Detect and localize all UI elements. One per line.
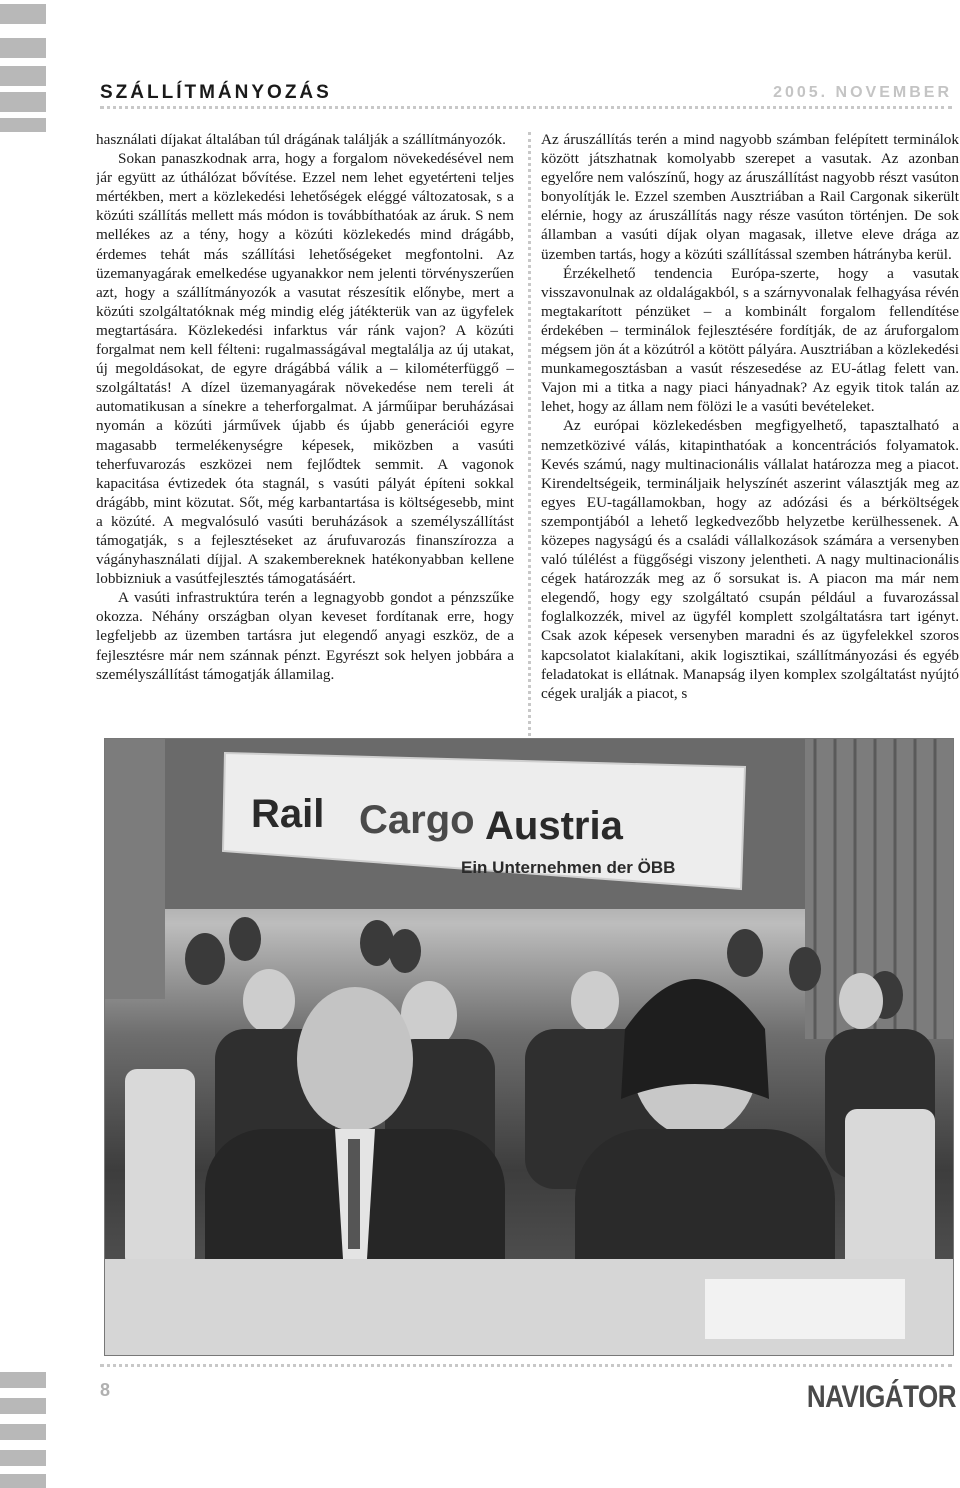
section-title: SZÁLLÍTMÁNYOZÁS bbox=[100, 82, 332, 103]
paragraph: Az európai közlekedésben megfigyelhető, tapasztalható a nemzetközivé válás, kitapinthatóak a koncentrációs folyamatok. Kevés számú, nagy multinacionális vállalat határozza meg a piacot. Kirendeltségeik, termináljaik helyszínét aszerint választják meg az egyes EU-tagállamokban, hogy az adózási és a bérköltségek szempontjából a lehető legkedvezőbb helyzetbe kerülhessenek. A közepes nagyságú és a családi vállalkozások számára a versenyben való túlélést a függőségi viszony jelentheti. A nagy multinacionális cégek határozzák meg az ő sorsukat is. A piacon ma már nem elegendő, hogy egy szolgáltató csupán például a fuvarozással foglalkozzék, mivel az ügyfél komplett szolgáltatásra tart igényt. Csak azok képesek versenyben maradni és az ügyfelekkel szoros kapcsolatot kialakítani, akik logisztikai, szállítmányozási és egyéb feladatokat is ellátnak. Manapság ilyen komplex szolgáltatást nyújtó cégek uralják a piacot, s bbox=[541, 417, 959, 702]
left-column bbox=[96, 130, 514, 750]
decorative-block bbox=[0, 1424, 46, 1440]
paragraph: A vasúti infrastruktúra terén a legnagyobb gondot a pénzszűke okozza. Néhány országban olyan keveset fordítanak erre, hogy legfeljebb az üzemben tartásra jut elegendő anyagi eszköz, de a fejlesztésre már nem szánnak pénzt. Egyrészt sok helyen jobbára a személyszállítást támogatják államilag. bbox=[96, 589, 514, 683]
paragraph: használati díjakat általában túl drágának találják a szállítmányozók. bbox=[96, 131, 506, 148]
decorative-block bbox=[0, 92, 46, 112]
decorative-block bbox=[0, 1398, 46, 1414]
magazine-logo: NAVIGÁTOR bbox=[806, 1378, 956, 1414]
paragraph: Az áruszállítás terén a mind nagyobb számban felépített terminálok között játszhatnak komolyabb szerepet a vasutak. Az azonban egyelőre nem valószínű, hogy az áruszállítást nagyobb részt vasúton bonyolítják le. Ezzel szemben Ausztriában a Rail Cargonak sikerült elérnie, hogy az áruszállítás nagy része vasúton történjen. De sok államban a vasúti díjak olyan magasak, illetve eleve drága az üzemben tartás, hogy a közúti szállítással szemben hátrányba kerül. bbox=[541, 131, 959, 263]
banner-text-rail: Rail bbox=[251, 792, 325, 836]
decorative-block bbox=[0, 118, 46, 132]
page-number: 8 bbox=[100, 1380, 111, 1400]
photo-illustration bbox=[105, 739, 953, 1355]
banner-text-austria: Austria bbox=[485, 804, 623, 848]
decorative-block bbox=[0, 4, 46, 24]
paragraph: Sokan panaszkodnak arra, hogy a forgalom növekedésével nem jár együtt az úthálózat bővítése. Ezzel nem lehet egyetérteni teljes mértékben, mert a közlekedési lehetőségek eléggé változatosak, s a közúti szállítás mellett más módon is továbbíthatóak az áruk. S nem mellékes az a tény, hogy a közúti közlekedés mind drágább, érdemes tehát más szállítási lehetőségeket megfontolni. Az üzemanyagárak emelkedése ugyanakkor nem jelenti törvényszerűen azt, hogy a szállítmányozók a vasutat részesítik előnybe, mert a közúti szolgáltatóknak még mindig elég játékterük van az ügyfelek megtartására. Közlekedési infarktus vár ránk vajon? A közúti forgalmat nem kell félteni: rugalmasságával megtalálja az új utakat, új megoldásokat, de egyre drágábbá válik a – kilométerfüggő – szolgáltatás! A dízel üzemanyagárak növekedése nem tereli át automatikusan a sínekre a teherforgalmat. A járműipar beruházásai nyomán a közúti járművek újabb és újabb generációi egyre magasabb termelékenységre képesek, miközben a vasúti teherfuvarozás eszközei nem fejlődtek semmit. A vagonok kapacitása évtizedek óta stagnál, s vasúti pályát építeni sokkal drágább, mint közutat. Sőt, még karbantartása is költségesebb, mint a közúté. A megvalósuló vasúti beruházások a személyszállítást támogatják, s a fejlesztéseket az árufuvarozás finanszírozza a vágányhasználati díjjal. A szakembereknek hatékonyabban kellene lobbizniuk a vasútfejlesztés támogatásáért. bbox=[96, 150, 514, 588]
banner-text-cargo: Cargo bbox=[359, 798, 475, 842]
paragraph: Érzékelhető tendencia Európa-szerte, hogy a vasutak visszavonulnak az oldalágakból, s a szárnyvonalak felhagyása révén megtakarított pénzüket – a kombinált forgalom fellendítése érdekében – terminálok fejlesztésére fordítják, de az áruforgalom mégsem jön át a közútról a kötött pályára. Ausztriában a közlekedési munkamegosztásban a vasút részesedése az EU-átlag felett van. Vajon mi a titka a nagy piaci hányadnak? Az egyik titok talán az lehet, hogy az állam nem fölözi le a vasúti bevételeket. bbox=[541, 264, 959, 416]
decorative-block bbox=[0, 1372, 46, 1388]
decorative-block bbox=[0, 1450, 46, 1466]
decorative-block bbox=[0, 38, 46, 58]
column-divider bbox=[528, 132, 531, 742]
issue-date: 2005. NOVEMBER bbox=[773, 84, 952, 101]
decorative-block bbox=[0, 66, 46, 86]
right-column bbox=[541, 130, 959, 750]
header-divider bbox=[100, 106, 952, 109]
banner-tagline: Ein Unternehmen der ÖBB bbox=[461, 858, 676, 877]
conference-photo bbox=[104, 738, 954, 1356]
footer-divider bbox=[100, 1364, 952, 1367]
decorative-block bbox=[0, 1474, 46, 1488]
